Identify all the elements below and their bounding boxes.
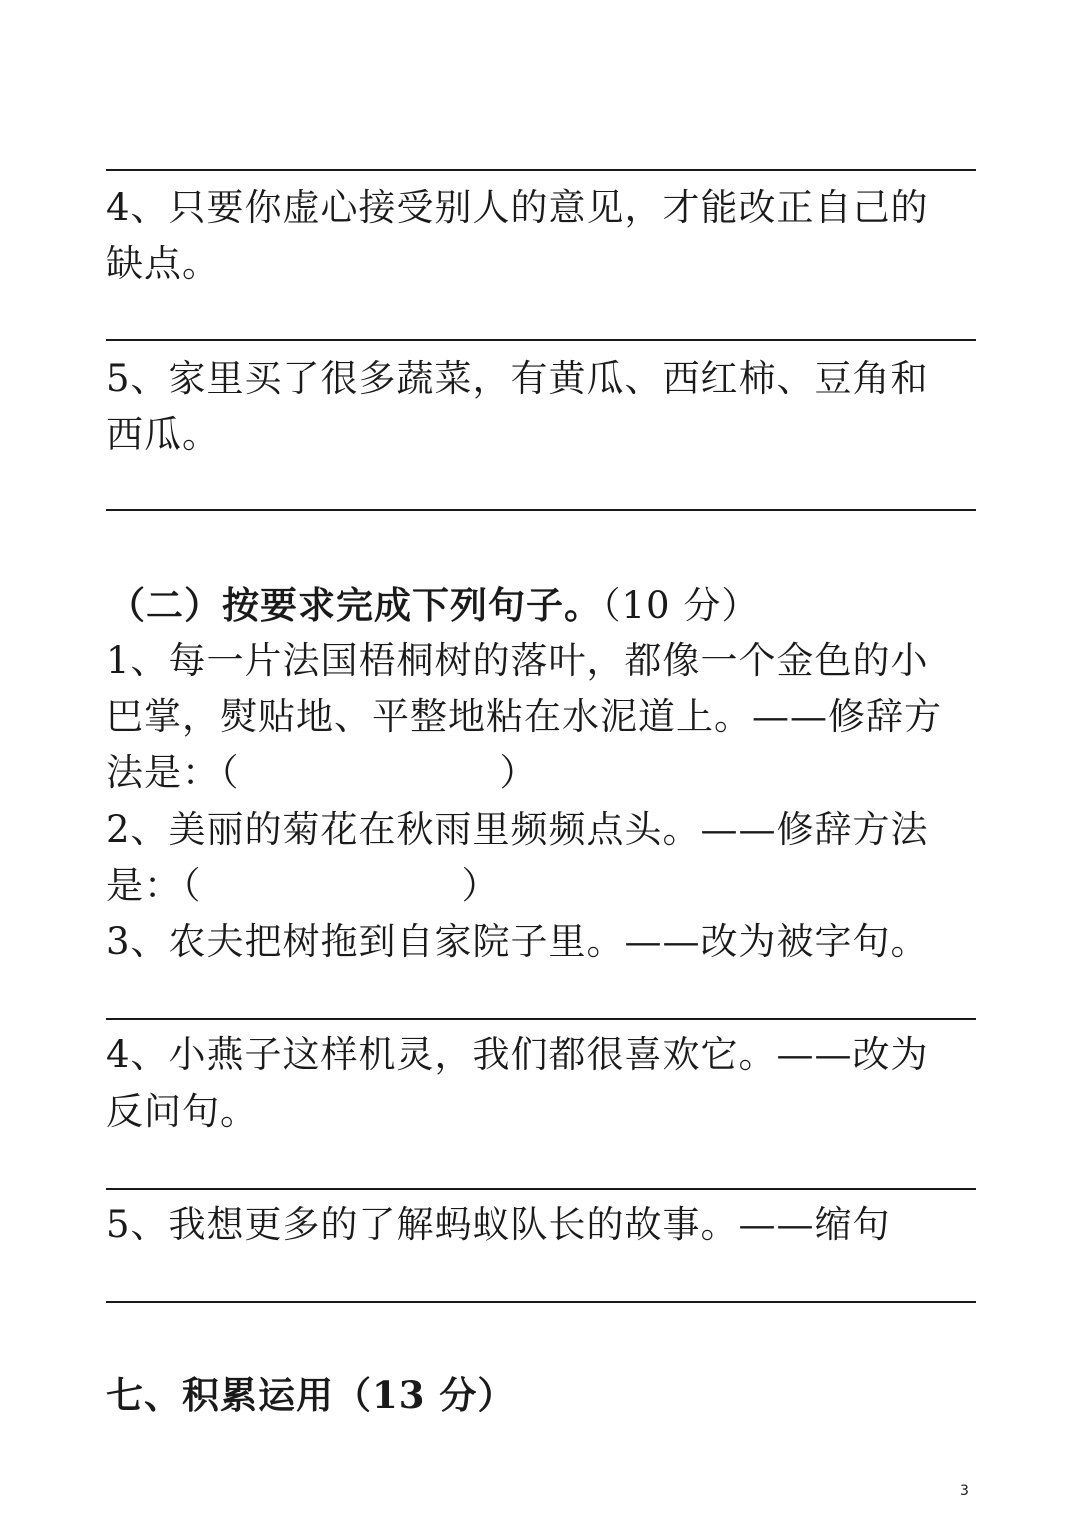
question-2-label: 是： <box>106 864 182 907</box>
question-1-label: 法是： <box>106 751 220 794</box>
question-1-line-1: 1、每一片法国梧桐树的落叶，都像一个金色的小 <box>106 639 929 682</box>
question-5-line-1: 5、家里买了很多蔬菜，有黄瓜、西红柿、豆角和 <box>106 357 929 400</box>
question-1-line-3 <box>106 748 986 798</box>
page-number: 3 <box>960 1483 969 1499</box>
answer-line[interactable] <box>106 1188 976 1190</box>
close-paren: ） <box>461 864 500 907</box>
question-3-line-1: 3、农夫把树拖到自家院子里。——改为被字句。 <box>106 920 929 963</box>
answer-line[interactable] <box>106 509 976 511</box>
answer-line[interactable] <box>106 1301 976 1303</box>
close-paren: ） <box>499 751 538 794</box>
section-7-heading: 七、积累运用（13 分） <box>106 1373 516 1417</box>
question-4-line-2: 反问句。 <box>106 1090 258 1133</box>
section-title: （二）按要求完成下列句子。 <box>108 583 602 627</box>
question-4-line-1: 4、只要你虚心接受别人的意见，才能改正自己的 <box>106 186 929 229</box>
section-score: （10 分） <box>602 584 760 627</box>
question-5-line-1: 5、我想更多的了解蚂蚁队长的故事。——缩句 <box>106 1203 891 1246</box>
question-1-line-2: 巴掌，熨贴地、平整地粘在水泥道上。——修辞方 <box>106 695 942 738</box>
question-5-line-2: 西瓜。 <box>106 413 220 456</box>
question-4-line-1: 4、小燕子这样机灵，我们都很喜欢它。——改为 <box>106 1033 929 1076</box>
section-heading <box>108 580 988 631</box>
question-4-line-2: 缺点。 <box>106 242 220 285</box>
question-2-line-1: 2、美丽的菊花在秋雨里频频点头。——修辞方法 <box>106 808 929 851</box>
answer-line[interactable] <box>106 1018 976 1020</box>
question-2-line-2 <box>106 861 986 911</box>
answer-line[interactable] <box>106 169 976 171</box>
answer-line[interactable] <box>106 339 976 341</box>
open-paren: （ <box>220 751 240 794</box>
open-paren: （ <box>182 864 202 907</box>
